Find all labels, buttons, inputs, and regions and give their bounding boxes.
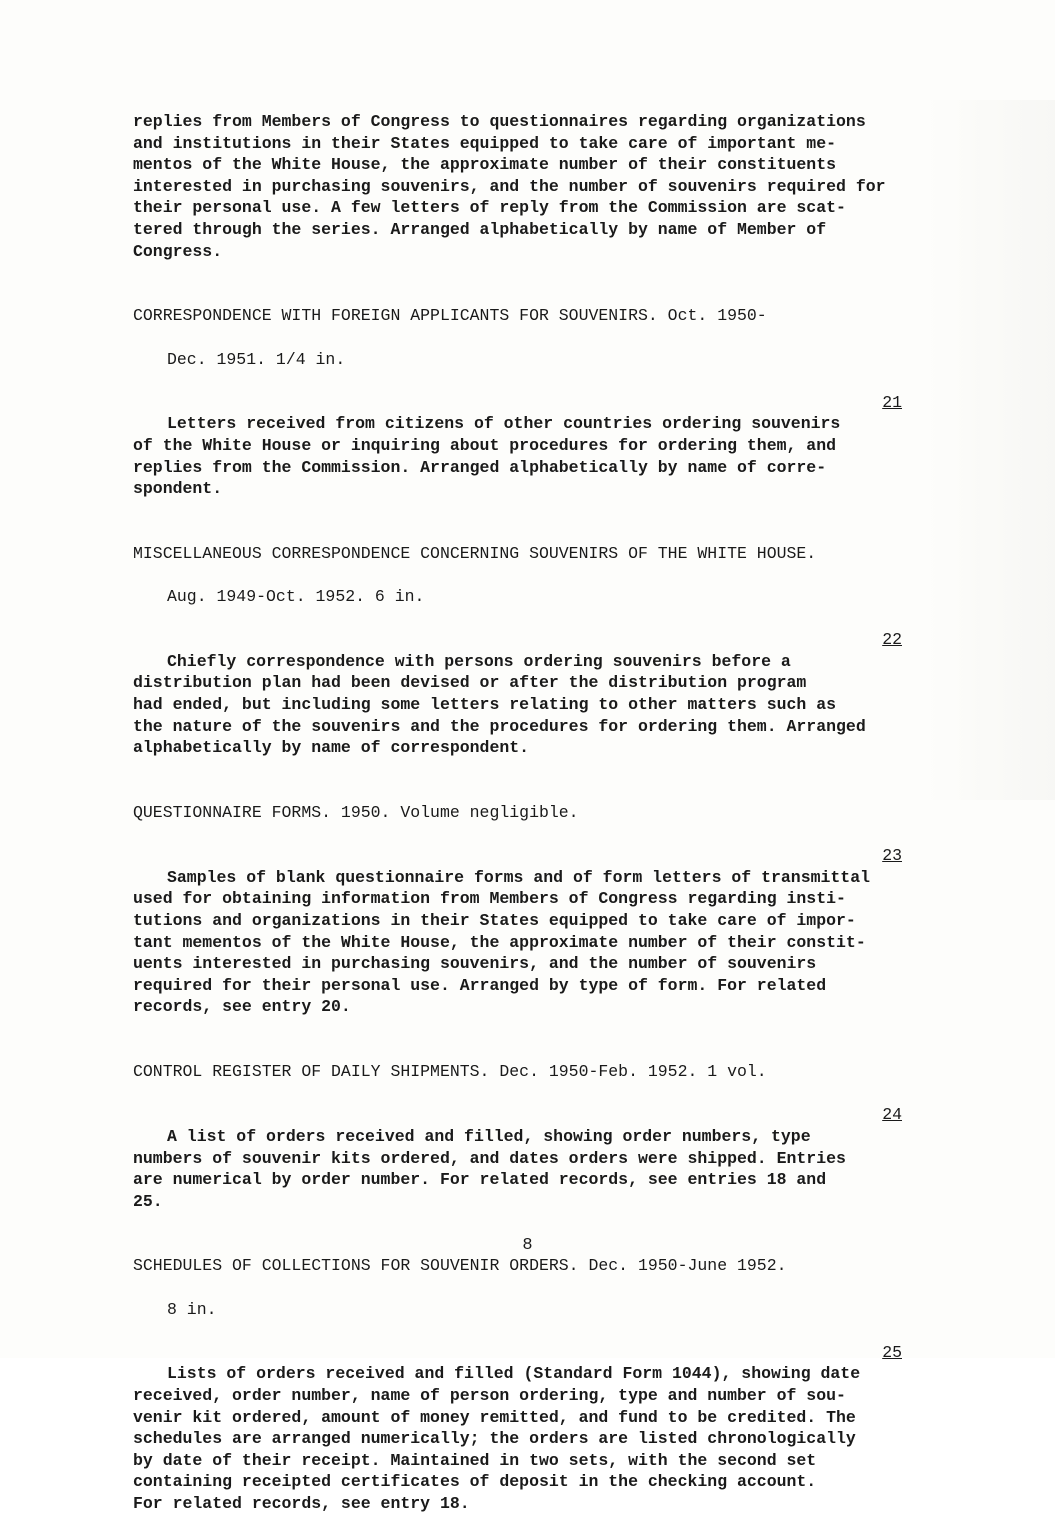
entry-number: 23 — [882, 846, 902, 866]
entry-description-rest: of the White House or inquiring about procedures for ordering them, and replies from the Commission. Arranged alphabetically by name of corre- spondent. — [133, 435, 837, 499]
page-number: 8 — [522, 1236, 533, 1255]
entry-description-first-line: Samples of blank questionnaire forms and of form letters of transmittal — [167, 867, 871, 887]
entry-description-rest: distribution plan had been devised or after the distribution program had ended, but including some letters relating to other matters such as the nature of the souvenirs and the procedures for ordering them. Arranged alphabetically by name of correspondent. — [133, 673, 866, 758]
entry-description-first-line: A list of orders received and filled, showing order numbers, type — [167, 1126, 811, 1146]
entry-date-extent: 8 in. — [167, 1299, 217, 1319]
entry-description-rest: received, order number, name of person ordering, type and number of sou- venir kit ordered, amount of money remitted, and fund to be credited. The schedules are arranged numerically; the orders are listed chronologically by date of their receipt. Maintained in two sets, with the second set containing receipted certificates of deposit in the checking account. For related records, see entry 18. — [133, 1386, 856, 1513]
entry-title: MISCELLANEOUS CORRESPONDENCE CONCERNING SOUVENIRS OF THE WHITE HOUSE. — [133, 543, 817, 563]
document-body — [133, 111, 948, 1515]
entry-heading — [133, 1040, 948, 1126]
entry-description-first-line: Chiefly correspondence with persons ordering souvenirs before a — [167, 651, 791, 671]
entry-number: 21 — [882, 392, 902, 412]
entry-21 — [133, 284, 948, 500]
entry-date-extent: Dec. 1951. 1/4 in. — [167, 349, 346, 369]
entry-23 — [133, 780, 948, 1018]
intro-paragraph: replies from Members of Congress to questionnaires regarding organizations and institutions in their States equipped to take care of important me- mentos of the White House, the approximate number of their constituents interested in purchasing souvenirs, and the number of souvenirs required for their personal use. A few letters of reply from the Commission are scat- tered through the series. Arranged alphabetically by name of Member of Congress. — [133, 112, 886, 261]
entry-heading — [133, 521, 948, 651]
entry-description — [133, 1363, 948, 1514]
entry-title: CORRESPONDENCE WITH FOREIGN APPLICANTS FOR SOUVENIRS. Oct. 1950- — [133, 306, 767, 326]
entry-description-rest: numbers of souvenir kits ordered, and dates orders were shipped. Entries are numerical by order number. For related records, see entries 18 and 25. — [133, 1148, 846, 1211]
entry-description — [133, 651, 948, 759]
entry-25 — [133, 1234, 948, 1515]
entry-description — [133, 867, 948, 1018]
entry-description-first-line: Letters received from citizens of other countries ordering souvenirs — [167, 414, 841, 434]
entry-date-extent: Aug. 1949-Oct. 1952. 6 in. — [167, 587, 425, 607]
entry-title: SCHEDULES OF COLLECTIONS FOR SOUVENIR ORDERS. Dec. 1950-June 1952. — [133, 1256, 787, 1276]
entry-number: 22 — [882, 630, 902, 650]
entry-description — [133, 413, 948, 499]
entry-description-first-line: Lists of orders received and filled (Standard Form 1044), showing date — [167, 1364, 861, 1384]
entry-title: QUESTIONNAIRE FORMS. 1950. Volume negligible. — [133, 803, 579, 822]
entry-description — [133, 1126, 948, 1212]
entry-heading — [133, 780, 948, 866]
entry-heading — [133, 284, 948, 414]
entry-number: 24 — [882, 1105, 902, 1125]
entry-22 — [133, 521, 948, 759]
entry-description-rest: used for obtaining information from Members of Congress regarding insti- tutions and organizations in their States equipped to take care of impor- tant mementos of the White House, the approximate number of their constit- uents interested in purchasing souvenirs, and the number of souvenirs required for their personal use. Arranged by type of form. For related records, see entry 20. — [133, 889, 866, 1017]
entry-24 — [133, 1040, 948, 1213]
entry-title: CONTROL REGISTER OF DAILY SHIPMENTS. Dec. 1950-Feb. 1952. 1 vol. — [133, 1062, 767, 1082]
entry-number: 25 — [882, 1342, 902, 1362]
